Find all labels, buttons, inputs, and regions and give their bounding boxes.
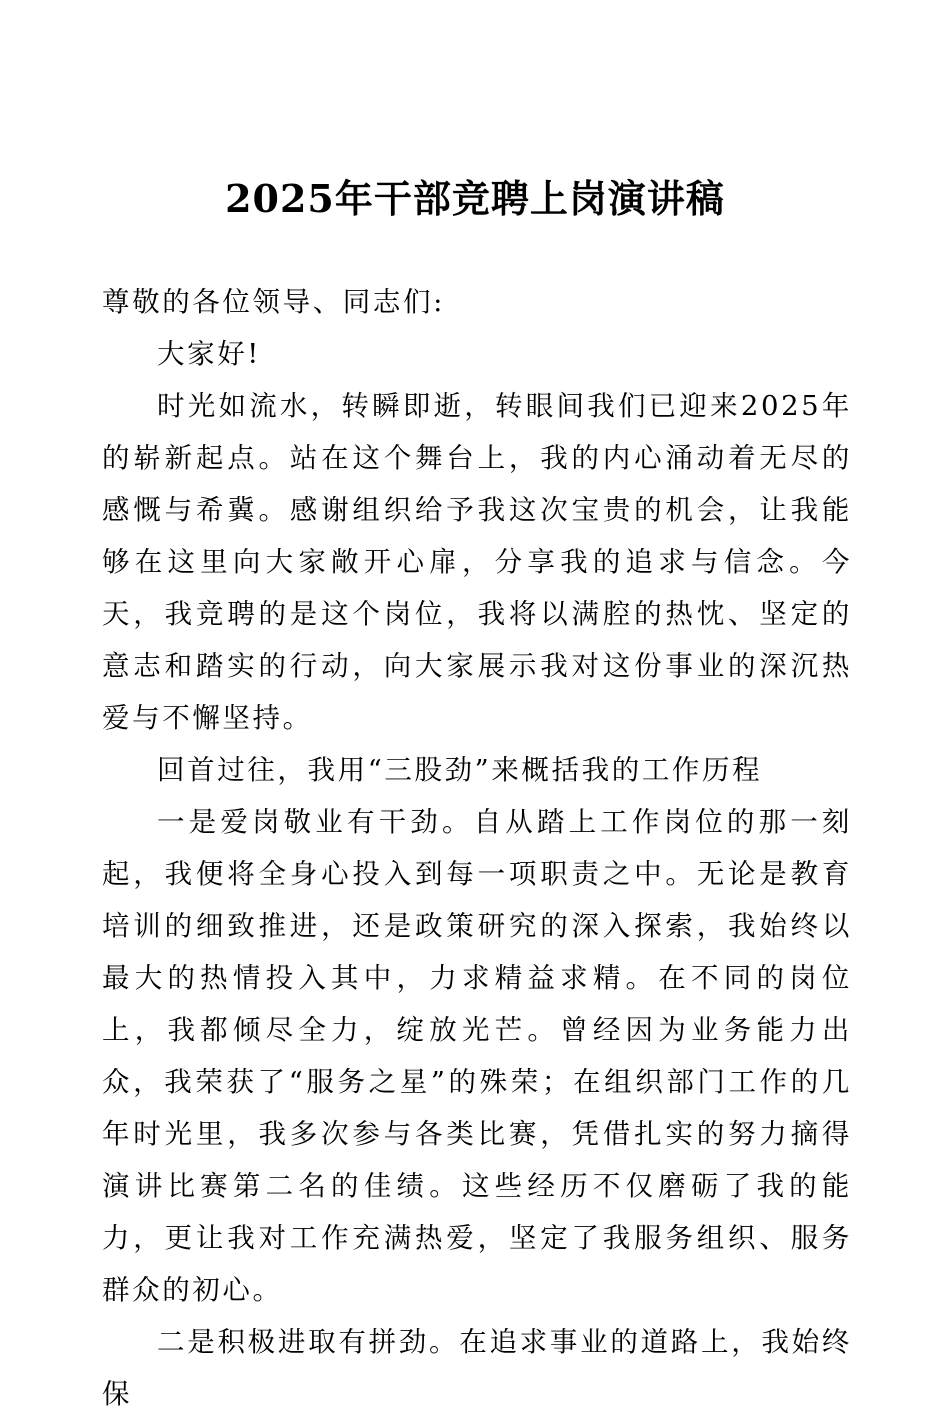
document-title: 2025年干部竞聘上岗演讲稿 <box>225 176 725 221</box>
review-paragraph: 回首过往，我用“三股劲”来概括我的工作历程 <box>157 754 763 786</box>
intro-paragraph: 时光如流水，转瞬即逝，转眼间我们已迎来2025年的崭新起点。站在这个舞台上，我的内心涌动着无尽的感慨与希冀。感谢组织给予我这次宝贵的机会，让我能够在这里向大家敞开心扉，分享我的追求与信念。今天，我竞聘的是这个岗位，我将以满腔的热忱、坚定的意志和踏实的行动，向大家展示我对这份事业的深沉热爱与不懈坚持。 <box>102 390 852 734</box>
salutation-paragraph: 尊敬的各位领导、同志们: <box>102 286 445 318</box>
second-point-paragraph: 二是积极进取有拼劲。在追求事业的道路上，我始终保 <box>102 1326 852 1410</box>
greeting-paragraph: 大家好! <box>157 338 261 370</box>
document-body <box>102 276 852 1420</box>
first-point-paragraph: 一是爱岗敬业有干劲。自从踏上工作岗位的那一刻起，我便将全身心投入到每一项职责之中。无论是教育培训的细致推进，还是政策研究的深入探索，我始终以最大的热情投入其中，力求精益求精。在不同的岗位上，我都倾尽全力，绽放光芒。曾经因为业务能力出众，我荣获了“服务之星”的殊荣；在组织部门工作的几年时光里，我多次参与各类比赛，凭借扎实的努力摘得演讲比赛第二名的佳绩。这些经历不仅磨砺了我的能力，更让我对工作充满热爱，坚定了我服务组织、服务群众的初心。 <box>102 806 852 1306</box>
